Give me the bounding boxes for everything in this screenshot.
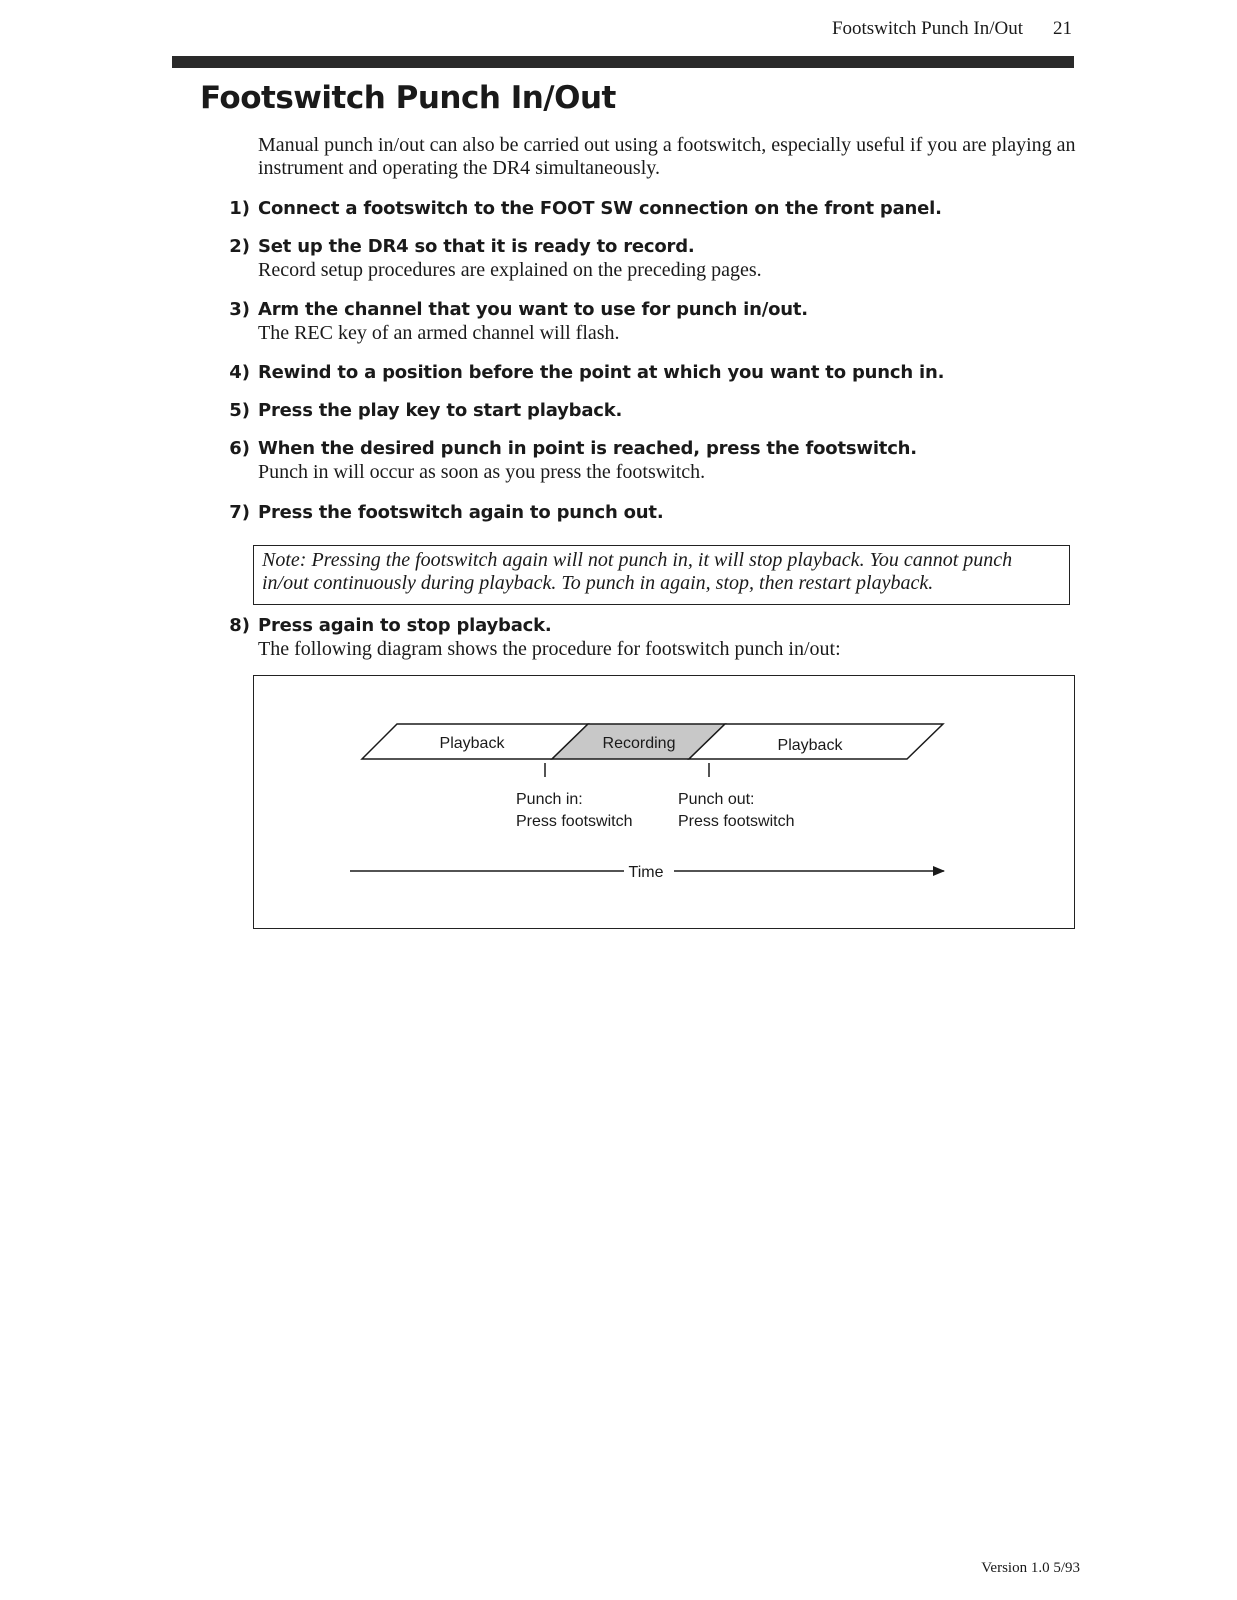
page-number: 21: [1053, 18, 1072, 39]
punch-out-action: Press footswitch: [678, 813, 795, 830]
step-heading: Press again to stop playback.: [258, 615, 552, 636]
note-label: Note:: [262, 549, 307, 571]
punch-diagram-svg: [254, 676, 1076, 930]
step-heading: Rewind to a position before the point at which you want to punch in.: [258, 362, 945, 383]
step-number: 5): [229, 400, 250, 421]
step-body: The following diagram shows the procedure for footswitch punch in/out:: [258, 638, 841, 660]
punch-diagram: [253, 675, 1075, 929]
step-heading: Press the footswitch again to punch out.: [258, 502, 664, 523]
intro-paragraph: Manual punch in/out can also be carried out using a footswitch, especially useful if you are playing an instrument and operating the DR4 simultaneously.: [258, 134, 1076, 179]
running-header: [700, 18, 1072, 40]
note-box: [253, 545, 1070, 605]
step-number: 6): [229, 438, 250, 459]
step-heading: Press the play key to start playback.: [258, 400, 623, 421]
step-heading: When the desired punch in point is reached, press the footswitch.: [258, 438, 917, 459]
time-label: Time: [628, 864, 664, 881]
note-text-2: in/out continuously during playback. To punch in again, stop, then restart playback.: [262, 572, 934, 594]
step-number: 2): [229, 236, 250, 257]
section-title: Footswitch Punch In/Out: [200, 80, 616, 116]
step-number: 4): [229, 362, 250, 383]
running-header-title: Footswitch Punch In/Out: [831, 18, 1023, 39]
note-text-1: Pressing the footswitch again will not punch in, it will stop playback. You cannot punch: [311, 549, 1013, 571]
punch-in-label: Punch in:: [516, 791, 583, 808]
step-heading: Arm the channel that you want to use for punch in/out.: [258, 299, 808, 320]
step-body: The REC key of an armed channel will flash.: [258, 322, 620, 344]
step-number: 1): [229, 198, 250, 219]
segment-label-recording: Recording: [602, 735, 676, 752]
step-body: Punch in will occur as soon as you press the footswitch.: [258, 461, 706, 483]
version-footer: Version 1.0 5/93: [981, 1560, 1080, 1576]
step-number: 8): [229, 615, 250, 636]
note-line-1: [262, 549, 1061, 572]
step-heading: Set up the DR4 so that it is ready to record.: [258, 236, 695, 257]
punch-in-action: Press footswitch: [516, 813, 633, 830]
step-heading: Connect a footswitch to the FOOT SW connection on the front panel.: [258, 198, 942, 219]
header-rule: [172, 56, 1074, 68]
step-number: 7): [229, 502, 250, 523]
step-body: Record setup procedures are explained on the preceding pages.: [258, 259, 762, 281]
segment-label-playback-1: Playback: [439, 735, 505, 752]
punch-out-label: Punch out:: [678, 791, 755, 808]
segment-label-playback-2: Playback: [777, 737, 843, 754]
step-number: 3): [229, 299, 250, 320]
